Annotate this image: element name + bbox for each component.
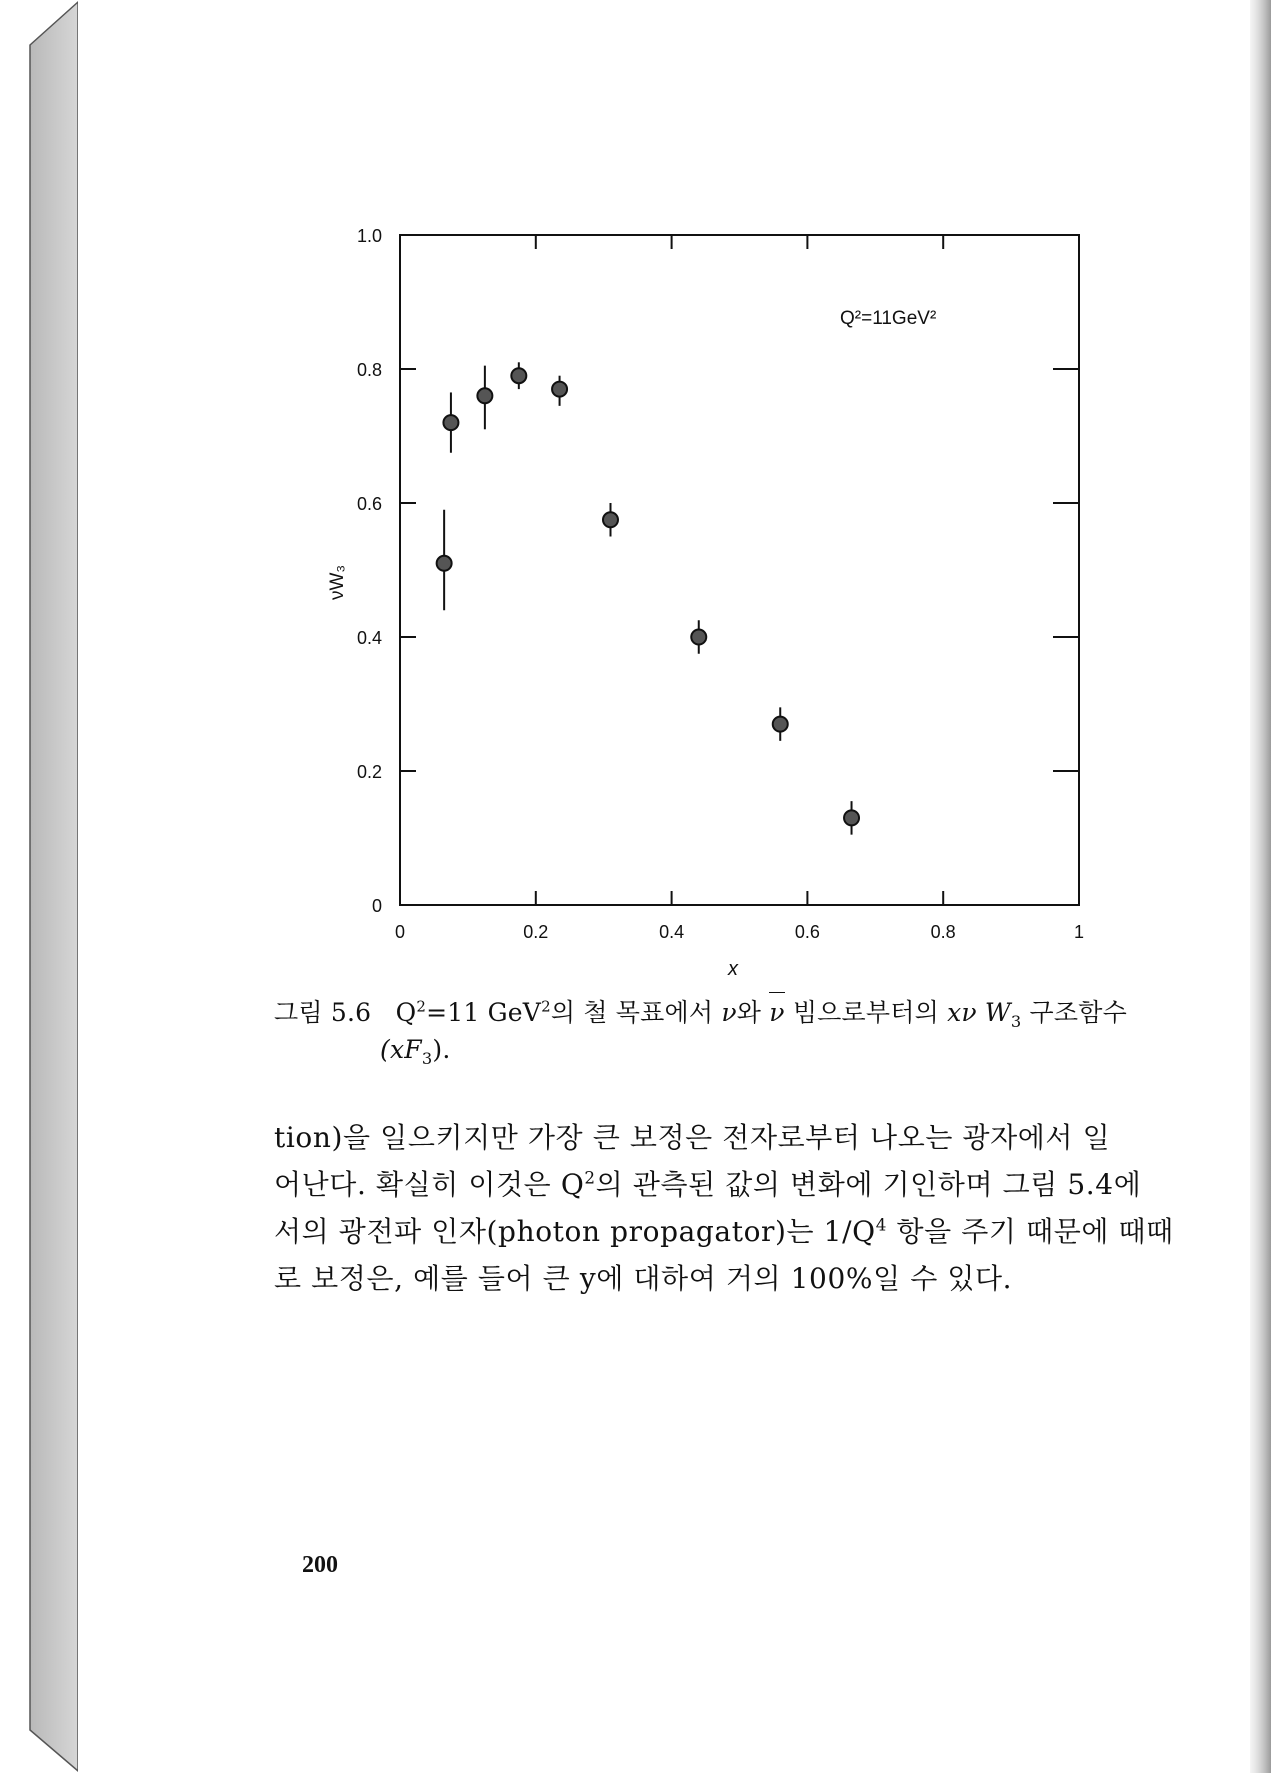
caption-sup: 2 (541, 997, 551, 1016)
caption-text: 빔으로부터의 (784, 998, 948, 1027)
data-points (437, 362, 859, 834)
caption-xnuw: xν W (947, 998, 1011, 1027)
caption-sub: 3 (1010, 1012, 1022, 1031)
figure-caption (274, 993, 1127, 1029)
y-tick-label: 0.8 (356, 360, 382, 380)
body-line (274, 1210, 1174, 1250)
body-text: 서의 광전파 인자(photon propagator)는 1/Q (274, 1215, 876, 1248)
body-sup: 2 (584, 1167, 596, 1188)
y-tick-label: 0.4 (356, 628, 382, 648)
x-tick-label: 0.8 (930, 922, 956, 942)
plot-frame (400, 235, 1079, 905)
caption-text: 구조함수 (1021, 998, 1127, 1027)
body-text: 어난다. 확실히 이것은 Q (274, 1168, 585, 1201)
page-number: 200 (302, 1552, 338, 1578)
plot-border (400, 235, 1079, 905)
data-point (437, 556, 452, 571)
y-axis-label: νW₃ (327, 564, 348, 600)
caption-nu: ν (721, 998, 737, 1027)
data-point (844, 810, 859, 825)
data-point (443, 415, 458, 430)
data-point (603, 512, 618, 527)
caption-q: Q (395, 998, 417, 1027)
axis-ticks (357, 226, 1084, 942)
data-point (773, 717, 788, 732)
caption-xf: (xF (380, 1035, 422, 1064)
y-tick-label: 0.2 (356, 762, 382, 782)
data-point (477, 388, 492, 403)
caption-gev: =11 GeV (426, 998, 542, 1027)
x-tick-label: 0 (394, 922, 406, 942)
data-point (691, 630, 706, 645)
y-tick-label: 0 (371, 896, 382, 916)
caption-label: 그림 5.6 (274, 998, 372, 1027)
body-sup: 4 (875, 1214, 887, 1235)
caption-text: 와 (736, 998, 770, 1027)
x-tick-label: 0.2 (523, 922, 549, 942)
caption-sub: 3 (421, 1049, 433, 1068)
body-line: tion)을 일으키지만 가장 큰 보정은 전자로부터 나오는 광자에서 일 (274, 1121, 1111, 1154)
y-tick-label: 0.6 (356, 494, 382, 514)
x-tick-label: 0.4 (659, 922, 685, 942)
figure-caption-line2 (380, 1035, 451, 1068)
data-point (552, 382, 567, 397)
body-text: 의 관측된 값의 변화에 기인하며 그림 5.4에 (595, 1168, 1142, 1201)
body-line: 로 보정은, 예를 들어 큰 y에 대하여 거의 100%일 수 있다. (274, 1262, 1013, 1295)
x-tick-label: 1 (1073, 922, 1085, 942)
x-tick-label: 0.6 (794, 922, 820, 942)
y-tick-label: 1.0 (356, 226, 382, 246)
caption-sup: 2 (416, 997, 427, 1016)
x-axis-label: x (728, 958, 738, 980)
annotation-label: Q²=11GeV² (840, 308, 937, 329)
body-text: 항을 주기 때문에 때때 (886, 1215, 1174, 1248)
caption-end: ). (432, 1035, 451, 1064)
caption-nubar: ν (769, 998, 785, 1027)
data-point (511, 368, 526, 383)
caption-text: 의 철 목표에서 (550, 998, 722, 1027)
body-line (274, 1163, 1142, 1203)
